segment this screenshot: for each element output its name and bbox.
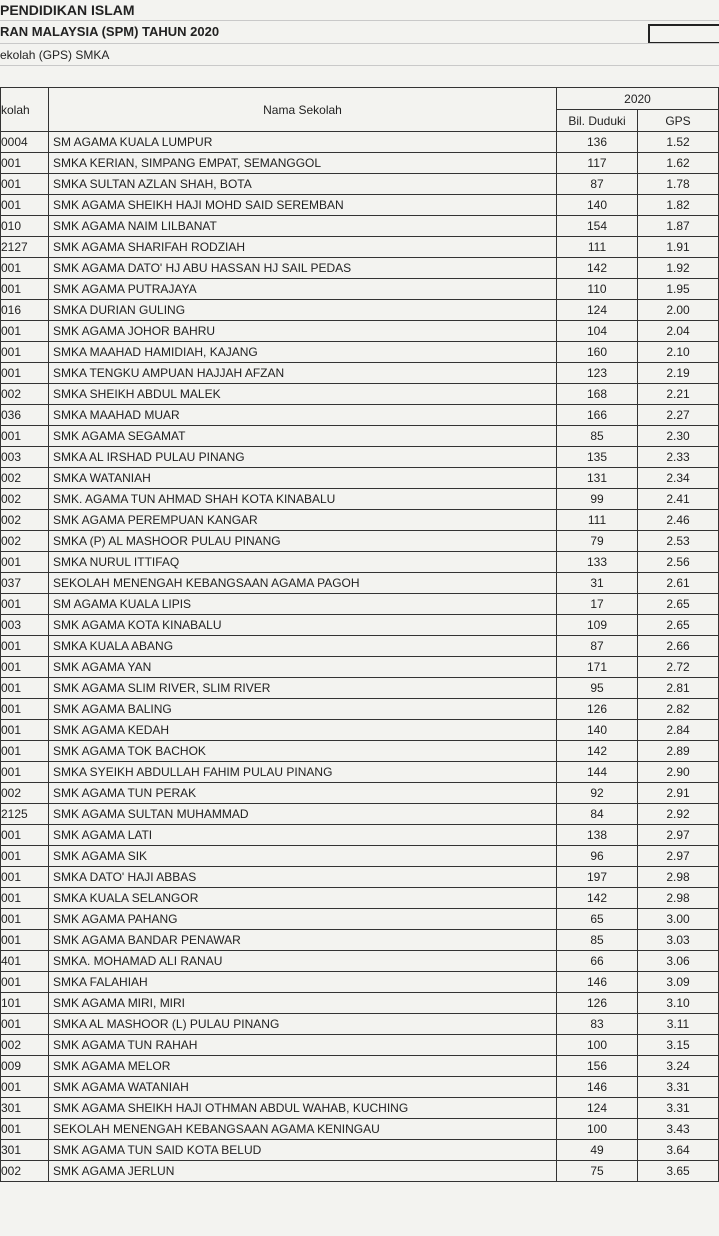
school-name-cell[interactable]: SMKA WATANIAH [49,468,557,489]
results-table [0,87,719,1182]
school-code-cell[interactable]: 001 [1,930,49,951]
gps-cell[interactable]: 2.34 [638,468,719,489]
bil-duduki-cell[interactable]: 126 [557,993,638,1014]
gps-cell[interactable]: 1.82 [638,195,719,216]
bil-duduki-cell[interactable]: 142 [557,888,638,909]
school-name-cell[interactable]: SMKA AL IRSHAD PULAU PINANG [49,447,557,468]
school-code-cell[interactable]: 001 [1,741,49,762]
bil-duduki-cell[interactable]: 146 [557,1077,638,1098]
school-name-cell[interactable]: SMK AGAMA BANDAR PENAWAR [49,930,557,951]
school-name-cell[interactable]: SMK AGAMA SIK [49,846,557,867]
gps-cell[interactable]: 2.97 [638,825,719,846]
bil-duduki-cell[interactable]: 154 [557,216,638,237]
school-code-cell[interactable]: 301 [1,1140,49,1161]
gridline [0,43,719,44]
gps-cell[interactable]: 1.78 [638,174,719,195]
school-name-cell[interactable]: SMKA NURUL ITTIFAQ [49,552,557,573]
bil-duduki-cell[interactable]: 142 [557,258,638,279]
school-code-cell[interactable]: 2125 [1,804,49,825]
school-name-cell[interactable]: SMK AGAMA PEREMPUAN KANGAR [49,510,557,531]
bil-duduki-cell[interactable]: 138 [557,825,638,846]
gps-cell[interactable]: 3.06 [638,951,719,972]
table-row [1,657,719,678]
gps-cell[interactable]: 1.52 [638,132,719,153]
table-row [1,888,719,909]
school-code-cell[interactable]: 001 [1,1014,49,1035]
school-code-cell[interactable]: 002 [1,1161,49,1182]
bil-duduki-cell[interactable]: 66 [557,951,638,972]
table-row [1,363,719,384]
school-code-cell[interactable]: 0004 [1,132,49,153]
school-code-cell[interactable]: 001 [1,174,49,195]
school-code-cell[interactable]: 001 [1,657,49,678]
school-code-cell[interactable]: 001 [1,1077,49,1098]
bil-duduki-cell[interactable]: 156 [557,1056,638,1077]
table-row [1,531,719,552]
school-code-cell[interactable]: 036 [1,405,49,426]
column-header-gps: GPS [638,110,719,132]
school-name-cell[interactable]: SMK AGAMA SLIM RIVER, SLIM RIVER [49,678,557,699]
gps-cell[interactable]: 1.91 [638,237,719,258]
bil-duduki-cell[interactable]: 144 [557,762,638,783]
school-code-cell[interactable]: 001 [1,972,49,993]
school-name-cell[interactable]: SMK AGAMA TUN PERAK [49,783,557,804]
gps-cell[interactable]: 2.00 [638,300,719,321]
table-row [1,468,719,489]
bil-duduki-cell[interactable]: 124 [557,300,638,321]
gps-cell[interactable]: 2.65 [638,615,719,636]
bil-duduki-cell[interactable]: 124 [557,1098,638,1119]
bil-duduki-cell[interactable]: 126 [557,699,638,720]
gps-cell[interactable]: 2.30 [638,426,719,447]
school-name-cell[interactable]: SMKA (P) AL MASHOOR PULAU PINANG [49,531,557,552]
school-name-cell[interactable]: SMKA DURIAN GULING [49,300,557,321]
school-code-cell[interactable]: 001 [1,153,49,174]
school-code-cell[interactable]: 001 [1,825,49,846]
gps-cell[interactable]: 2.61 [638,573,719,594]
table-row [1,1077,719,1098]
bil-duduki-cell[interactable]: 160 [557,342,638,363]
gridline [0,65,719,66]
school-code-cell[interactable]: 001 [1,279,49,300]
column-header-code: kolah [1,88,49,132]
table-row [1,930,719,951]
table-row [1,153,719,174]
bil-duduki-cell[interactable]: 133 [557,552,638,573]
school-name-cell[interactable]: SMKA MAAHAD MUAR [49,405,557,426]
bil-duduki-cell[interactable]: 83 [557,1014,638,1035]
gps-cell[interactable]: 2.21 [638,384,719,405]
table-row [1,741,719,762]
gps-cell[interactable]: 3.11 [638,1014,719,1035]
table-row [1,783,719,804]
school-code-cell[interactable]: 009 [1,1056,49,1077]
bil-duduki-cell[interactable]: 131 [557,468,638,489]
gps-cell[interactable]: 1.92 [638,258,719,279]
bil-duduki-cell[interactable]: 171 [557,657,638,678]
school-code-cell[interactable]: 037 [1,573,49,594]
gps-cell[interactable]: 3.64 [638,1140,719,1161]
bil-duduki-cell[interactable]: 111 [557,510,638,531]
school-code-cell[interactable]: 002 [1,468,49,489]
bil-duduki-cell[interactable]: 135 [557,447,638,468]
gps-cell[interactable]: 3.03 [638,930,719,951]
table-row [1,825,719,846]
gps-cell[interactable]: 2.90 [638,762,719,783]
sheet-title: PENDIDIKAN ISLAM [0,2,135,18]
table-row [1,552,719,573]
bil-duduki-cell[interactable]: 84 [557,804,638,825]
school-name-cell[interactable]: SMK AGAMA SULTAN MUHAMMAD [49,804,557,825]
gps-cell[interactable]: 1.87 [638,216,719,237]
table-row [1,426,719,447]
school-code-cell[interactable]: 001 [1,636,49,657]
school-name-cell[interactable]: SM AGAMA KUALA LIPIS [49,594,557,615]
school-name-cell[interactable]: SMK AGAMA YAN [49,657,557,678]
school-name-cell[interactable]: SMK AGAMA PAHANG [49,909,557,930]
school-code-cell[interactable]: 001 [1,867,49,888]
bil-duduki-cell[interactable]: 31 [557,573,638,594]
school-name-cell[interactable]: SMK AGAMA TUN RAHAH [49,1035,557,1056]
gps-cell[interactable]: 2.98 [638,867,719,888]
bil-duduki-cell[interactable]: 100 [557,1035,638,1056]
table-row [1,636,719,657]
school-name-cell[interactable]: SMK AGAMA KOTA KINABALU [49,615,557,636]
gps-cell[interactable]: 3.31 [638,1098,719,1119]
bil-duduki-cell[interactable]: 140 [557,720,638,741]
school-name-cell[interactable]: SMK AGAMA MELOR [49,1056,557,1077]
school-name-cell[interactable]: SMKA SULTAN AZLAN SHAH, BOTA [49,174,557,195]
bil-duduki-cell[interactable]: 117 [557,153,638,174]
table-row [1,132,719,153]
column-header-year: 2020 [557,88,719,110]
school-code-cell[interactable]: 2127 [1,237,49,258]
gps-cell[interactable]: 2.91 [638,783,719,804]
school-name-cell[interactable]: SMKA TENGKU AMPUAN HAJJAH AFZAN [49,363,557,384]
empty-input-cell[interactable] [648,24,719,44]
bil-duduki-cell[interactable]: 85 [557,426,638,447]
school-name-cell[interactable]: SMKA MAAHAD HAMIDIAH, KAJANG [49,342,557,363]
school-code-cell[interactable]: 002 [1,1035,49,1056]
school-code-cell[interactable]: 001 [1,552,49,573]
table-row [1,951,719,972]
table-row [1,510,719,531]
school-name-cell[interactable]: SMK AGAMA KEDAH [49,720,557,741]
bil-duduki-cell[interactable]: 109 [557,615,638,636]
gps-cell[interactable]: 2.89 [638,741,719,762]
school-name-cell[interactable]: SMKA KUALA ABANG [49,636,557,657]
school-name-cell[interactable]: SMKA AL MASHOOR (L) PULAU PINANG [49,1014,557,1035]
school-name-cell[interactable]: SM AGAMA KUALA LUMPUR [49,132,557,153]
bil-duduki-cell[interactable]: 136 [557,132,638,153]
table-row [1,615,719,636]
gps-cell[interactable]: 3.00 [638,909,719,930]
school-name-cell[interactable]: SMKA DATO' HAJI ABBAS [49,867,557,888]
bil-duduki-cell[interactable]: 111 [557,237,638,258]
table-row [1,762,719,783]
gps-cell[interactable]: 2.84 [638,720,719,741]
school-name-cell[interactable]: SMK AGAMA WATANIAH [49,1077,557,1098]
bil-duduki-cell[interactable]: 166 [557,405,638,426]
table-row [1,804,719,825]
table-row [1,1119,719,1140]
bil-duduki-cell[interactable]: 104 [557,321,638,342]
gps-cell[interactable]: 2.81 [638,678,719,699]
bil-duduki-cell[interactable]: 123 [557,363,638,384]
table-body [1,132,719,1182]
gps-cell[interactable]: 2.27 [638,405,719,426]
sheet-subtitle: RAN MALAYSIA (SPM) TAHUN 2020 [0,24,220,39]
bil-duduki-cell[interactable]: 110 [557,279,638,300]
table-row [1,846,719,867]
gps-cell[interactable]: 2.98 [638,888,719,909]
school-name-cell[interactable]: SMK AGAMA TOK BACHOK [49,741,557,762]
school-name-cell[interactable]: SMKA. MOHAMAD ALI RANAU [49,951,557,972]
school-name-cell[interactable]: SMK AGAMA JERLUN [49,1161,557,1182]
school-code-cell[interactable]: 001 [1,1119,49,1140]
school-code-cell[interactable]: 003 [1,447,49,468]
school-code-cell[interactable]: 001 [1,342,49,363]
school-code-cell[interactable]: 001 [1,363,49,384]
school-name-cell[interactable]: SMK AGAMA DATO' HJ ABU HASSAN HJ SAIL PEDAS [49,258,557,279]
school-code-cell[interactable]: 301 [1,1098,49,1119]
bil-duduki-cell[interactable]: 65 [557,909,638,930]
sheet-caption: ekolah (GPS) SMKA [0,48,110,62]
school-name-cell[interactable]: SMK AGAMA BALING [49,699,557,720]
school-code-cell[interactable]: 001 [1,888,49,909]
gps-cell[interactable]: 3.43 [638,1119,719,1140]
school-code-cell[interactable]: 002 [1,384,49,405]
table-row [1,594,719,615]
gps-cell[interactable]: 2.92 [638,804,719,825]
table-row [1,1098,719,1119]
table-row [1,867,719,888]
table-row [1,1161,719,1182]
bil-duduki-cell[interactable]: 79 [557,531,638,552]
table-row [1,300,719,321]
table-row [1,1035,719,1056]
table-row [1,972,719,993]
school-code-cell[interactable]: 001 [1,426,49,447]
gps-cell[interactable]: 3.24 [638,1056,719,1077]
table-row [1,1140,719,1161]
school-code-cell[interactable]: 001 [1,258,49,279]
bil-duduki-cell[interactable]: 168 [557,384,638,405]
school-code-cell[interactable]: 401 [1,951,49,972]
bil-duduki-cell[interactable]: 85 [557,930,638,951]
school-name-cell[interactable]: SMKA FALAHIAH [49,972,557,993]
bil-duduki-cell[interactable]: 146 [557,972,638,993]
table-row [1,405,719,426]
school-name-cell[interactable]: SMK. AGAMA TUN AHMAD SHAH KOTA KINABALU [49,489,557,510]
table-row [1,993,719,1014]
column-header-bil-duduki: Bil. Duduki [557,110,638,132]
gps-cell[interactable]: 2.33 [638,447,719,468]
table-row [1,1056,719,1077]
table-row [1,447,719,468]
gps-cell[interactable]: 2.04 [638,321,719,342]
school-name-cell[interactable]: SMK AGAMA SEGAMAT [49,426,557,447]
school-name-cell[interactable]: SMK AGAMA SHEIKH HAJI OTHMAN ABDUL WAHAB, KUCHING [49,1098,557,1119]
column-header-name: Nama Sekolah [49,88,557,132]
school-name-cell[interactable]: SMKA KUALA SELANGOR [49,888,557,909]
gps-cell[interactable]: 2.46 [638,510,719,531]
table-row [1,384,719,405]
school-name-cell[interactable]: SMK AGAMA SHEIKH HAJI MOHD SAID SEREMBAN [49,195,557,216]
table-row [1,699,719,720]
table-row [1,909,719,930]
bil-duduki-cell[interactable]: 95 [557,678,638,699]
bil-duduki-cell[interactable]: 87 [557,636,638,657]
gps-cell[interactable]: 3.10 [638,993,719,1014]
table-row [1,237,719,258]
school-name-cell[interactable]: SMK AGAMA NAIM LILBANAT [49,216,557,237]
gps-cell[interactable]: 2.82 [638,699,719,720]
bil-duduki-cell[interactable]: 142 [557,741,638,762]
table-row [1,195,719,216]
bil-duduki-cell[interactable]: 92 [557,783,638,804]
table-row [1,174,719,195]
table-row [1,342,719,363]
gps-cell[interactable]: 1.95 [638,279,719,300]
gps-cell[interactable]: 3.31 [638,1077,719,1098]
school-code-cell[interactable]: 001 [1,321,49,342]
school-code-cell[interactable]: 001 [1,720,49,741]
school-name-cell[interactable]: SMK AGAMA TUN SAID KOTA BELUD [49,1140,557,1161]
gps-cell[interactable]: 2.41 [638,489,719,510]
school-code-cell[interactable]: 002 [1,489,49,510]
school-name-cell[interactable]: SMKA SHEIKH ABDUL MALEK [49,384,557,405]
bil-duduki-cell[interactable]: 140 [557,195,638,216]
gps-cell[interactable]: 2.56 [638,552,719,573]
bil-duduki-cell[interactable]: 197 [557,867,638,888]
bil-duduki-cell[interactable]: 96 [557,846,638,867]
gps-cell[interactable]: 1.62 [638,153,719,174]
school-code-cell[interactable]: 001 [1,195,49,216]
gps-cell[interactable]: 2.97 [638,846,719,867]
bil-duduki-cell[interactable]: 100 [557,1119,638,1140]
table-row [1,216,719,237]
gps-cell[interactable]: 2.66 [638,636,719,657]
table-row [1,279,719,300]
bil-duduki-cell[interactable]: 87 [557,174,638,195]
school-code-cell[interactable]: 010 [1,216,49,237]
school-name-cell[interactable]: SMKA SYEIKH ABDULLAH FAHIM PULAU PINANG [49,762,557,783]
school-name-cell[interactable]: SMK AGAMA PUTRAJAYA [49,279,557,300]
school-code-cell[interactable]: 016 [1,300,49,321]
school-code-cell[interactable]: 101 [1,993,49,1014]
school-code-cell[interactable]: 001 [1,594,49,615]
table-row [1,489,719,510]
school-name-cell[interactable]: SMK AGAMA LATI [49,825,557,846]
gps-cell[interactable]: 2.53 [638,531,719,552]
table-row [1,573,719,594]
school-name-cell[interactable]: SMK AGAMA JOHOR BAHRU [49,321,557,342]
gps-cell[interactable]: 2.19 [638,363,719,384]
table-row [1,258,719,279]
school-code-cell[interactable]: 001 [1,678,49,699]
school-code-cell[interactable]: 002 [1,510,49,531]
school-code-cell[interactable]: 001 [1,846,49,867]
school-code-cell[interactable]: 001 [1,699,49,720]
gps-cell[interactable]: 3.15 [638,1035,719,1056]
school-code-cell[interactable]: 001 [1,762,49,783]
school-code-cell[interactable]: 001 [1,909,49,930]
table-row [1,321,719,342]
school-name-cell[interactable]: SMKA KERIAN, SIMPANG EMPAT, SEMANGGOL [49,153,557,174]
school-name-cell[interactable]: SEKOLAH MENENGAH KEBANGSAAN AGAMA KENINGAU [49,1119,557,1140]
table-row [1,678,719,699]
gps-cell[interactable]: 3.65 [638,1161,719,1182]
school-code-cell[interactable]: 003 [1,615,49,636]
school-name-cell[interactable]: SEKOLAH MENENGAH KEBANGSAAN AGAMA PAGOH [49,573,557,594]
table-row [1,720,719,741]
bil-duduki-cell[interactable]: 75 [557,1161,638,1182]
school-name-cell[interactable]: SMK AGAMA MIRI, MIRI [49,993,557,1014]
bil-duduki-cell[interactable]: 49 [557,1140,638,1161]
bil-duduki-cell[interactable]: 17 [557,594,638,615]
gps-cell[interactable]: 2.65 [638,594,719,615]
school-code-cell[interactable]: 002 [1,531,49,552]
gridline [0,20,719,21]
gps-cell[interactable]: 2.10 [638,342,719,363]
table-row [1,1014,719,1035]
school-name-cell[interactable]: SMK AGAMA SHARIFAH RODZIAH [49,237,557,258]
gps-cell[interactable]: 2.72 [638,657,719,678]
gps-cell[interactable]: 3.09 [638,972,719,993]
bil-duduki-cell[interactable]: 99 [557,489,638,510]
school-code-cell[interactable]: 002 [1,783,49,804]
